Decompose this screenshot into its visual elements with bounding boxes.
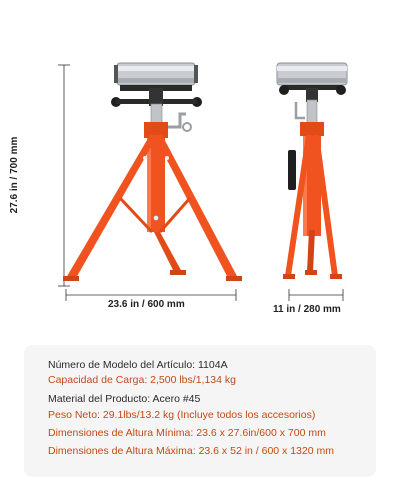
front-width-dimension-label: 23.6 in / 600 mm <box>108 299 185 310</box>
spec-max-height <box>48 445 378 457</box>
spec-model <box>48 359 228 371</box>
spec-value: Acero #45 <box>152 393 201 405</box>
height-dimension-label: 27.6 in / 700 mm <box>9 136 20 214</box>
spec-panel <box>24 345 376 477</box>
spec-net-weight <box>48 409 315 421</box>
spec-value: 2,500 lbs/1,134 kg <box>150 374 236 386</box>
spec-label: Número de Modelo del Artículo: <box>48 359 196 371</box>
side-knob-left <box>279 85 289 95</box>
spec-value: 23.6 x 27.6in/600 x 700 mm <box>196 427 326 439</box>
front-view-stand <box>63 63 242 281</box>
spec-label: Dimensiones de Altura Máxima: <box>48 445 196 457</box>
spec-label: Dimensiones de Altura Mínima: <box>48 427 194 439</box>
spec-value: 1104A <box>198 359 228 371</box>
spec-value: 29.1lbs/13.2 kg (Incluye todos los accesorios) <box>102 409 316 421</box>
side-width-dimension-label: 11 in / 280 mm <box>273 304 341 315</box>
spec-label: Capacidad de Carga: <box>48 374 148 386</box>
spec-material <box>48 393 200 405</box>
side-knob-right <box>336 85 346 95</box>
spec-load-capacity <box>48 374 236 386</box>
spec-label: Peso Neto: <box>48 409 100 421</box>
spec-min-height <box>48 427 326 439</box>
spec-label: Material del Producto: <box>48 393 151 405</box>
spec-value: 23.6 x 52 in / 600 x 1320 mm <box>198 445 334 457</box>
side-view-stand <box>277 63 347 279</box>
